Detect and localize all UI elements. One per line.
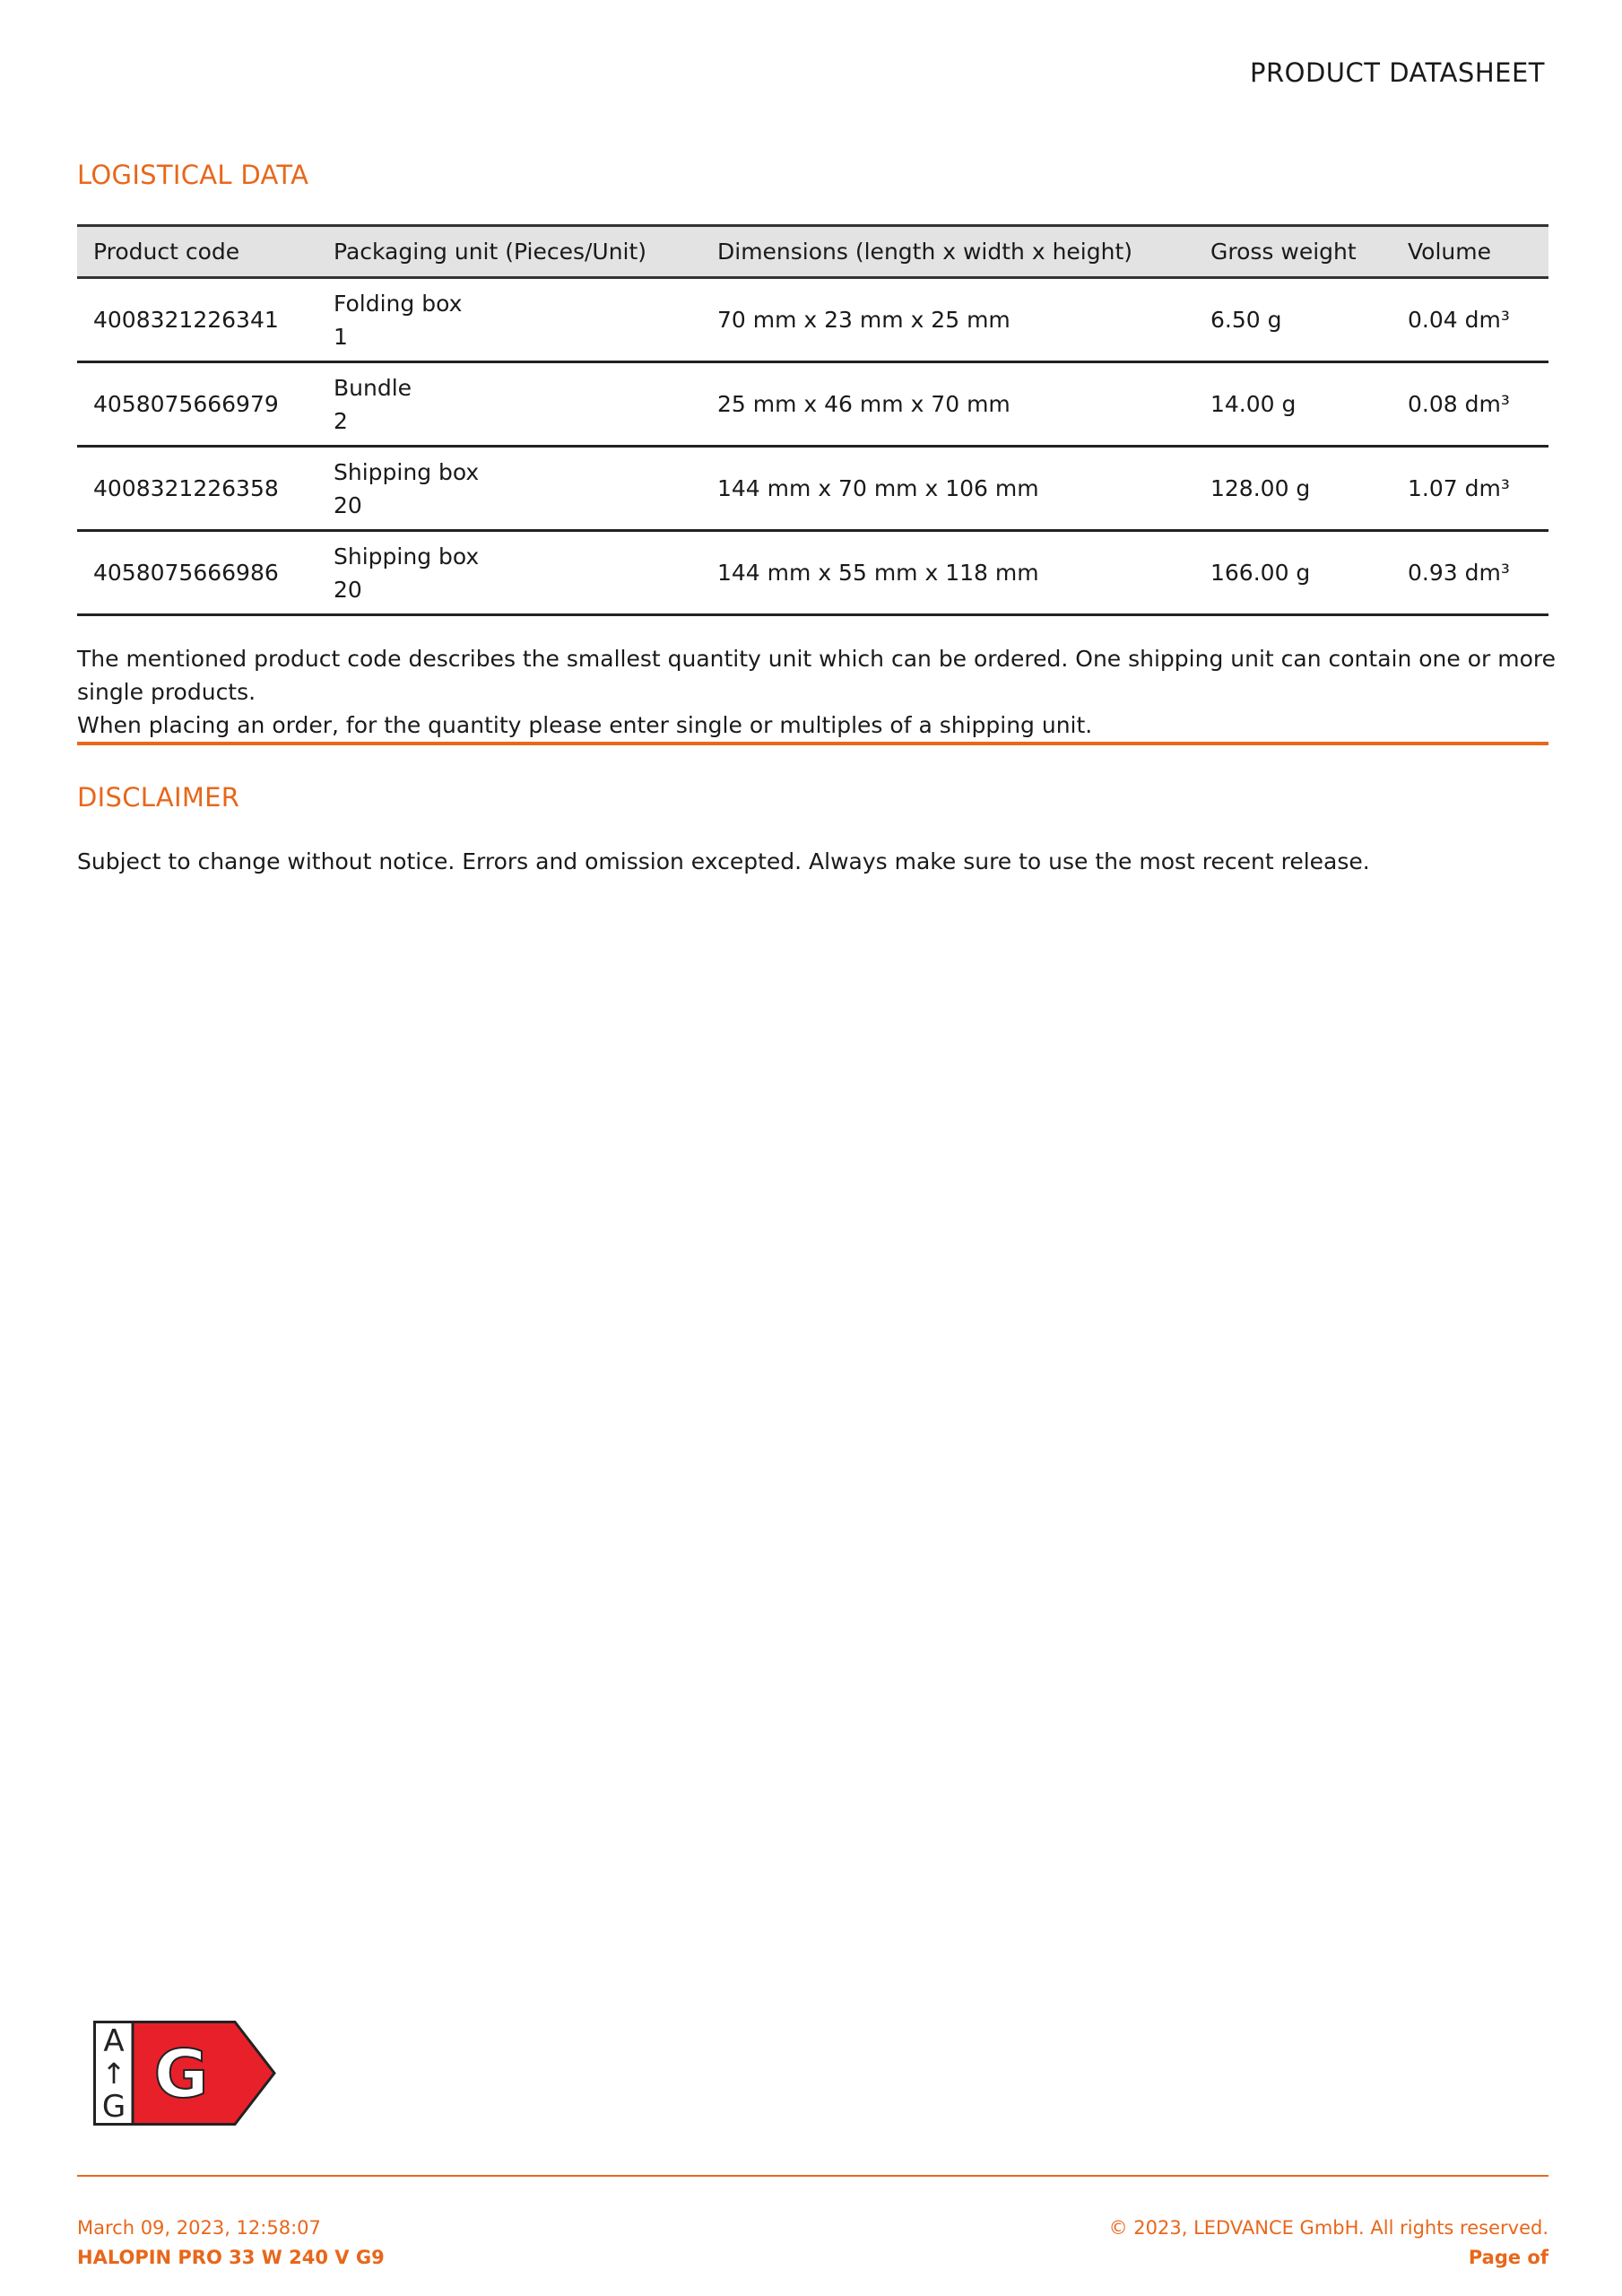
packaging-type: Shipping box [334,458,480,485]
packaging-pieces: 2 [334,407,348,434]
footer-page-number: Page of [1468,2247,1548,2268]
column-header-product-code: Product code [77,226,317,278]
packaging-unit-cell [317,278,701,362]
volume-cell: 0.93 dm³ [1392,531,1548,615]
table-row [77,362,1548,447]
logistical-note-line-1: The mentioned product code describes the smallest quantity unit which can be ordered. One shipping unit can contain one or more single products. [77,646,1557,705]
table-row [77,531,1548,615]
packaging-unit-cell [317,447,701,531]
logistical-note [77,642,1566,742]
volume-cell: 0.04 dm³ [1392,278,1548,362]
section-divider [77,742,1548,745]
footer-right [1109,2213,1548,2273]
table-header-row [77,226,1548,278]
gross-weight-cell: 128.00 g [1194,447,1392,531]
dimensions-cell: 25 mm x 46 mm x 70 mm [701,362,1194,447]
energy-class-letter: G [153,2036,209,2113]
gross-weight-cell: 166.00 g [1194,531,1392,615]
gross-weight-cell: 14.00 g [1194,362,1392,447]
energy-scale-bottom: G [101,2089,126,2125]
page-header-title: PRODUCT DATASHEET [1250,57,1545,88]
logistical-data-heading: LOGISTICAL DATA [77,160,309,190]
dimensions-cell: 144 mm x 70 mm x 106 mm [701,447,1194,531]
logistical-note-line-2: When placing an order, for the quantity please enter single or multiples of a shipping unit. [77,712,1093,738]
footer-timestamp: March 09, 2023, 12:58:07 [77,2217,321,2239]
packaging-unit-cell [317,531,701,615]
packaging-type: Bundle [334,374,412,401]
energy-scale-top: A [103,2023,125,2059]
packaging-pieces: 20 [334,576,362,603]
volume-cell: 1.07 dm³ [1392,447,1548,531]
product-code-cell: 4058075666986 [77,531,317,615]
volume-cell: 0.08 dm³ [1392,362,1548,447]
footer-divider [77,2175,1548,2177]
disclaimer-heading: DISCLAIMER [77,782,240,813]
energy-scale-arrow: ↑ [101,2057,126,2091]
product-code-cell: 4008321226358 [77,447,317,531]
table-row [77,278,1548,362]
footer-product-name: HALOPIN PRO 33 W 240 V G9 [77,2247,385,2268]
product-code-cell: 4008321226341 [77,278,317,362]
packaging-unit-cell [317,362,701,447]
energy-label-icon [93,2021,277,2126]
dimensions-cell: 144 mm x 55 mm x 118 mm [701,531,1194,615]
column-header-volume: Volume [1392,226,1548,278]
packaging-type: Folding box [334,290,463,317]
column-header-gross-weight: Gross weight [1194,226,1392,278]
column-header-packaging-unit: Packaging unit (Pieces/Unit) [317,226,701,278]
disclaimer-text: Subject to change without notice. Errors and omission excepted. Always make sure to use the most recent release. [77,848,1370,874]
product-code-cell: 4058075666979 [77,362,317,447]
packaging-pieces: 1 [334,323,348,350]
gross-weight-cell: 6.50 g [1194,278,1392,362]
packaging-pieces: 20 [334,491,362,518]
footer-left [77,2213,385,2273]
table-row [77,447,1548,531]
footer-copyright: © 2023, LEDVANCE GmbH. All rights reserved. [1108,2217,1548,2239]
logistical-data-table [77,224,1548,616]
dimensions-cell: 70 mm x 23 mm x 25 mm [701,278,1194,362]
packaging-type: Shipping box [334,543,480,570]
column-header-dimensions: Dimensions (length x width x height) [701,226,1194,278]
